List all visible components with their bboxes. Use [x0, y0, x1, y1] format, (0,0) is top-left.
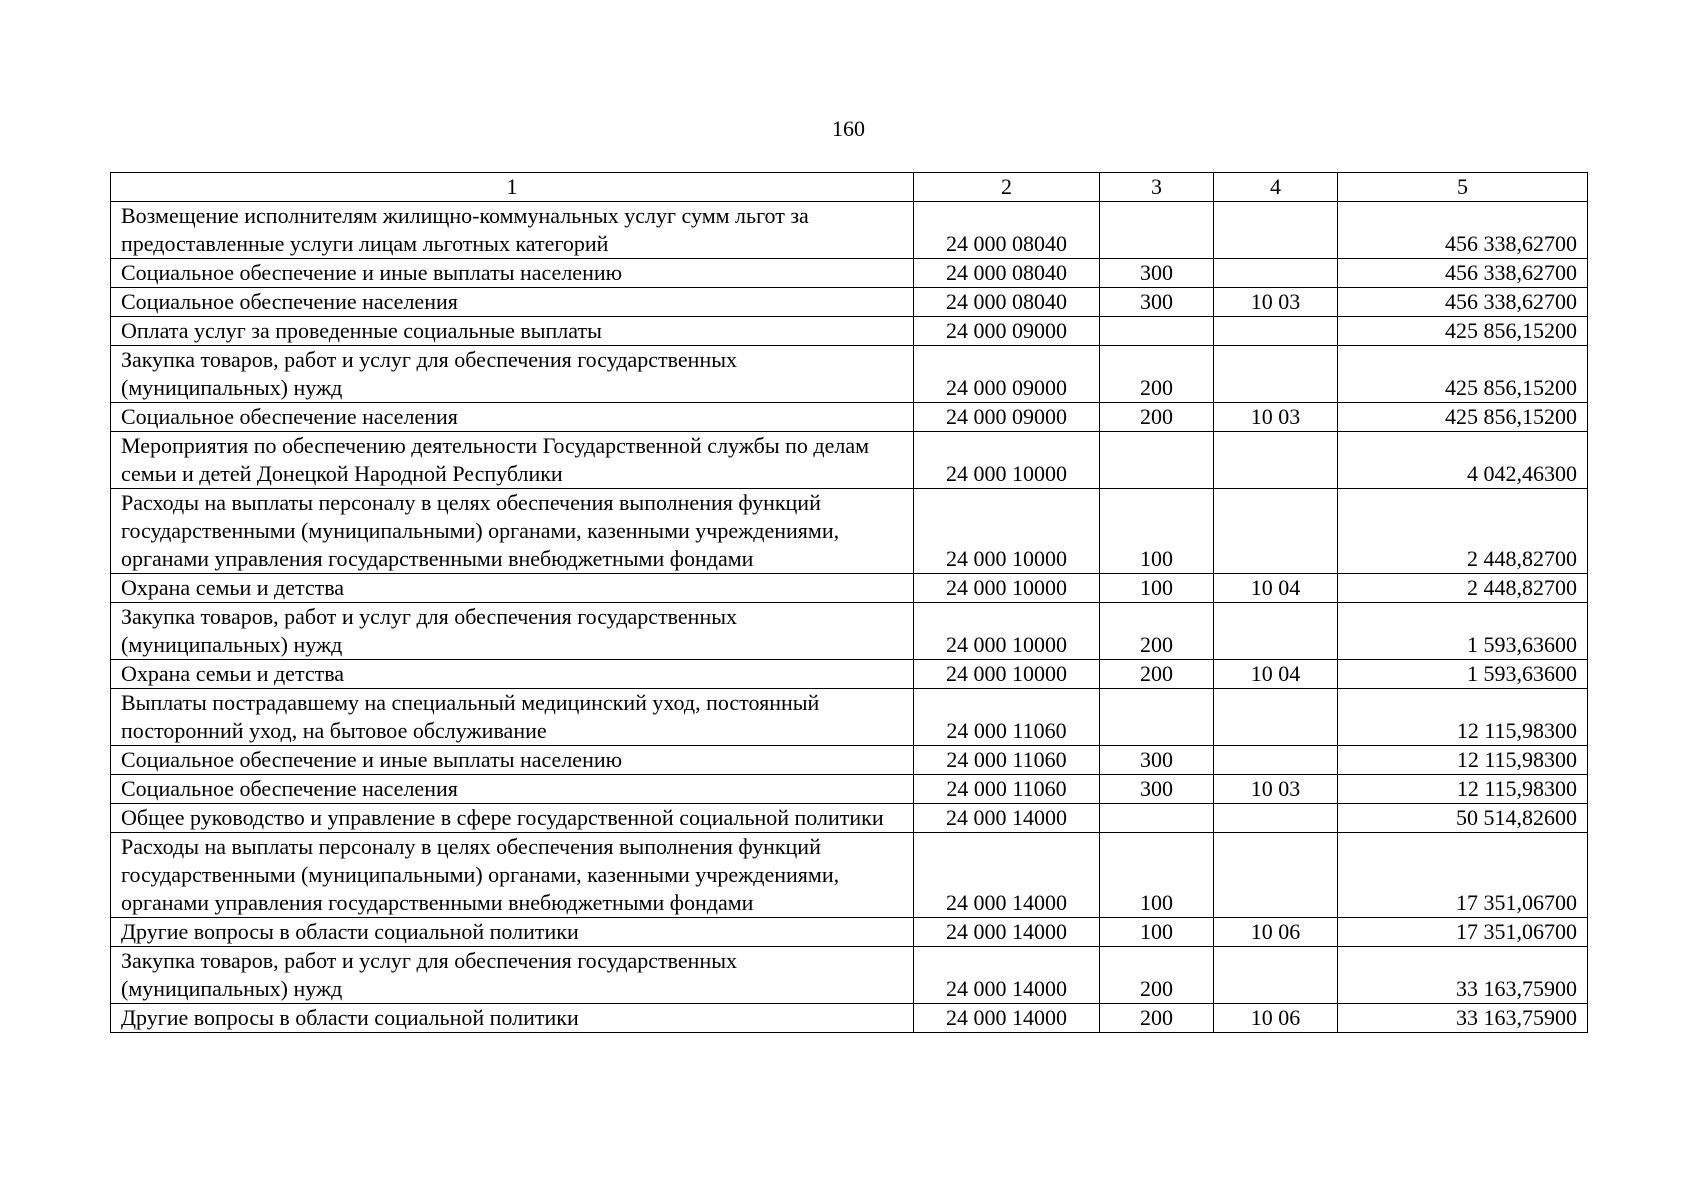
- column-header: 3: [1100, 173, 1214, 202]
- table-row: [111, 259, 1588, 288]
- row-sum-cell: 425 856,15200: [1338, 346, 1588, 403]
- table-body: [111, 202, 1588, 1033]
- row-type-cell: 200: [1100, 403, 1214, 432]
- table-row: [111, 288, 1588, 317]
- row-section-cell: [1214, 746, 1338, 775]
- row-type-cell: 200: [1100, 947, 1214, 1004]
- row-name-cell: Социальное обеспечение населения: [111, 288, 914, 317]
- row-sum-cell: 425 856,15200: [1338, 317, 1588, 346]
- row-code-cell: 24 000 10000: [914, 603, 1100, 660]
- row-code-cell: 24 000 08040: [914, 288, 1100, 317]
- row-code-cell: 24 000 10000: [914, 660, 1100, 689]
- row-sum-cell: 425 856,15200: [1338, 403, 1588, 432]
- table-row: [111, 689, 1588, 746]
- row-name-cell: Социальное обеспечение населения: [111, 775, 914, 804]
- row-sum-cell: 456 338,62700: [1338, 259, 1588, 288]
- row-code-cell: 24 000 14000: [914, 833, 1100, 918]
- row-type-cell: [1100, 689, 1214, 746]
- row-type-cell: 100: [1100, 489, 1214, 574]
- row-section-cell: [1214, 603, 1338, 660]
- row-section-cell: 10 03: [1214, 288, 1338, 317]
- row-code-cell: 24 000 10000: [914, 574, 1100, 603]
- row-type-cell: [1100, 202, 1214, 259]
- row-sum-cell: 17 351,06700: [1338, 918, 1588, 947]
- row-name-cell: Расходы на выплаты персоналу в целях обеспечения выполнения функций государственными (муниципальными) органами, казенными учреждениями, органами управления государственными внебюджетными фондами: [111, 833, 914, 918]
- row-sum-cell: 2 448,82700: [1338, 489, 1588, 574]
- row-section-cell: [1214, 202, 1338, 259]
- table-row: [111, 346, 1588, 403]
- row-code-cell: 24 000 08040: [914, 202, 1100, 259]
- row-section-cell: 10 04: [1214, 660, 1338, 689]
- table-row: [111, 1004, 1588, 1033]
- row-type-cell: 300: [1100, 259, 1214, 288]
- row-type-cell: 100: [1100, 833, 1214, 918]
- row-type-cell: 300: [1100, 288, 1214, 317]
- table-row: [111, 403, 1588, 432]
- page-number: 160: [832, 116, 865, 141]
- budget-table: [110, 172, 1588, 1033]
- table-row: [111, 833, 1588, 918]
- row-name-cell: Оплата услуг за проведенные социальные выплаты: [111, 317, 914, 346]
- table-row: [111, 489, 1588, 574]
- row-code-cell: 24 000 11060: [914, 746, 1100, 775]
- table-row: [111, 775, 1588, 804]
- row-section-cell: 10 03: [1214, 775, 1338, 804]
- row-type-cell: 300: [1100, 746, 1214, 775]
- row-section-cell: 10 06: [1214, 918, 1338, 947]
- row-name-cell: Охрана семьи и детства: [111, 660, 914, 689]
- row-section-cell: [1214, 489, 1338, 574]
- row-sum-cell: 456 338,62700: [1338, 202, 1588, 259]
- row-code-cell: 24 000 11060: [914, 689, 1100, 746]
- table-row: [111, 947, 1588, 1004]
- row-name-cell: Закупка товаров, работ и услуг для обеспечения государственных (муниципальных) нужд: [111, 947, 914, 1004]
- row-code-cell: 24 000 14000: [914, 947, 1100, 1004]
- row-type-cell: 200: [1100, 346, 1214, 403]
- row-type-cell: [1100, 317, 1214, 346]
- row-code-cell: 24 000 10000: [914, 489, 1100, 574]
- row-section-cell: [1214, 432, 1338, 489]
- row-name-cell: Другие вопросы в области социальной политики: [111, 1004, 914, 1033]
- row-sum-cell: 2 448,82700: [1338, 574, 1588, 603]
- table-row: [111, 432, 1588, 489]
- row-sum-cell: 12 115,98300: [1338, 746, 1588, 775]
- row-sum-cell: 4 042,46300: [1338, 432, 1588, 489]
- row-section-cell: 10 06: [1214, 1004, 1338, 1033]
- row-name-cell: Другие вопросы в области социальной политики: [111, 918, 914, 947]
- row-sum-cell: 12 115,98300: [1338, 775, 1588, 804]
- row-name-cell: Закупка товаров, работ и услуг для обеспечения государственных (муниципальных) нужд: [111, 603, 914, 660]
- row-code-cell: 24 000 09000: [914, 403, 1100, 432]
- row-name-cell: Социальное обеспечение населения: [111, 403, 914, 432]
- table-row: [111, 918, 1588, 947]
- table-row: [111, 574, 1588, 603]
- row-name-cell: Возмещение исполнителям жилищно-коммунальных услуг сумм льгот за предоставленные услуги лицам льготных категорий: [111, 202, 914, 259]
- row-type-cell: 200: [1100, 1004, 1214, 1033]
- table-row: [111, 202, 1588, 259]
- row-code-cell: 24 000 10000: [914, 432, 1100, 489]
- column-header: 5: [1338, 173, 1588, 202]
- row-code-cell: 24 000 14000: [914, 1004, 1100, 1033]
- table-row: [111, 660, 1588, 689]
- row-sum-cell: 33 163,75900: [1338, 1004, 1588, 1033]
- row-code-cell: 24 000 11060: [914, 775, 1100, 804]
- row-name-cell: Социальное обеспечение и иные выплаты населению: [111, 746, 914, 775]
- row-section-cell: [1214, 689, 1338, 746]
- row-section-cell: 10 03: [1214, 403, 1338, 432]
- row-sum-cell: 17 351,06700: [1338, 833, 1588, 918]
- row-section-cell: 10 04: [1214, 574, 1338, 603]
- row-code-cell: 24 000 09000: [914, 346, 1100, 403]
- row-section-cell: [1214, 317, 1338, 346]
- row-name-cell: Расходы на выплаты персоналу в целях обеспечения выполнения функций государственными (муниципальными) органами, казенными учреждениями, органами управления государственными внебюджетными фондами: [111, 489, 914, 574]
- row-type-cell: 200: [1100, 603, 1214, 660]
- table-header-row: [111, 173, 1588, 202]
- row-type-cell: 300: [1100, 775, 1214, 804]
- row-section-cell: [1214, 833, 1338, 918]
- row-code-cell: 24 000 08040: [914, 259, 1100, 288]
- row-code-cell: 24 000 09000: [914, 317, 1100, 346]
- row-type-cell: [1100, 804, 1214, 833]
- table-row: [111, 603, 1588, 660]
- row-sum-cell: 1 593,63600: [1338, 603, 1588, 660]
- row-section-cell: [1214, 259, 1338, 288]
- row-name-cell: Выплаты пострадавшему на специальный медицинский уход, постоянный посторонний уход, на бытовое обслуживание: [111, 689, 914, 746]
- row-code-cell: 24 000 14000: [914, 804, 1100, 833]
- table-row: [111, 804, 1588, 833]
- row-sum-cell: 456 338,62700: [1338, 288, 1588, 317]
- row-name-cell: Мероприятия по обеспечению деятельности Государственной службы по делам семьи и детей Донецкой Народной Республики: [111, 432, 914, 489]
- column-header: 2: [914, 173, 1100, 202]
- table-row: [111, 317, 1588, 346]
- column-header: 1: [111, 173, 914, 202]
- row-name-cell: Закупка товаров, работ и услуг для обеспечения государственных (муниципальных) нужд: [111, 346, 914, 403]
- column-header: 4: [1214, 173, 1338, 202]
- row-name-cell: Общее руководство и управление в сфере государственной социальной политики: [111, 804, 914, 833]
- row-type-cell: 100: [1100, 918, 1214, 947]
- row-section-cell: [1214, 947, 1338, 1004]
- row-name-cell: Социальное обеспечение и иные выплаты населению: [111, 259, 914, 288]
- row-sum-cell: 50 514,82600: [1338, 804, 1588, 833]
- row-type-cell: 200: [1100, 660, 1214, 689]
- row-name-cell: Охрана семьи и детства: [111, 574, 914, 603]
- row-sum-cell: 33 163,75900: [1338, 947, 1588, 1004]
- table-row: [111, 746, 1588, 775]
- row-type-cell: 100: [1100, 574, 1214, 603]
- row-code-cell: 24 000 14000: [914, 918, 1100, 947]
- row-sum-cell: 12 115,98300: [1338, 689, 1588, 746]
- row-sum-cell: 1 593,63600: [1338, 660, 1588, 689]
- row-section-cell: [1214, 346, 1338, 403]
- row-section-cell: [1214, 804, 1338, 833]
- row-type-cell: [1100, 432, 1214, 489]
